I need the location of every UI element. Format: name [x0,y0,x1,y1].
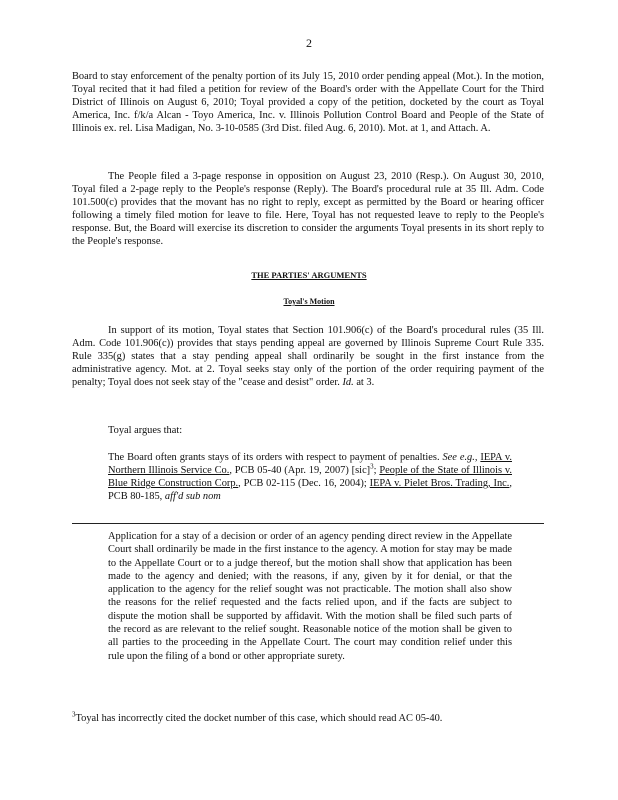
quote-text: The Board often grants stays of its orders with respect to payment of penalties. [108,452,440,463]
case-citation-tail: , PCB 02-115 (Dec. 16, 2004); [238,478,367,489]
footnote-mark: 3 [370,462,374,471]
case-citation-tail: , PCB 05-40 (Apr. 19, 2007) [sic] [229,465,371,476]
paragraph-intro: Board to stay enforcement of the penalty portion of its July 15, 2010 order pending appeal (Mot.). In the motion, Toyal recited that it had filed a petition for review of the Board's order with the Appellate Court for the Third District of Illinois on August 6, 2010; Toyal provided a copy of the petition, docketed by the court as Toyal America, Inc. f/k/a Alcan - Toyo America, Inc. v. Illinois Pollution Control Board and People of the State of Illinois ex. rel. Lisa Madigan, No. 3-10-0585 (3rd Dist. filed Aug. 6, 2010). Mot. at 1, and Attach. A. [72,71,544,135]
rule-335-text: Application for a stay of a decision or order of an agency pending direct review in the Appellate Court shall ordinarily be made in the first instance to the agency. A motion for stay may be made to the Appellate Court or to a judge thereof, but the motion shall show that application has been made to the agency and denied; with the reasons, if any, given by it for denial, or that the application to the agency for the relief sought was not practicable. The motion shall also show the reasons for the relief requested and the facts relied upon, and if the facts are subject to dispute the motion shall be supported by affidavit. With the motion shall be filed such parts of the record as are relevant to the relief sought. Reasonable notice of the motion shall be given to all parties to the proceeding in the Appellate Court. The court may condition relief under this rule upon the filing of a bond or other appropriate surety. [108,531,512,662]
heading-text: Toyal's Motion [283,297,335,306]
footnote [72,710,544,724]
case-citation: IEPA v. Northern Illinois Service Co. [108,452,512,476]
section-heading-toyal-motion [0,297,618,306]
paragraph-support [72,324,544,389]
paragraph-response: The People filed a 3-page response in opposition on August 23, 2010 (Resp.). On August 30, 2010, Toyal filed a 2-page reply to the People's response (Reply). The Board's procedural rule at 35 Ill. Adm. Code 101.500(c) provides that the movant has no right to reply, except as permitted by the Board or hearing officer following a timely filed motion for leave to file. Here, Toyal has not requested leave to reply to the People's response. But, the Board will exercise its discretion to consider the arguments Toyal presents in its short reply to the People's response. [72,171,544,248]
see-eg: See e.g., [442,452,478,463]
footnote-text: Toyal has incorrectly cited the docket number of this case, which should read AC 05-40. [75,713,443,724]
case-citation: People of the State of Illinois v. Blue Ridge Construction Corp. [108,465,512,489]
case-citation-tail: , PCB 80-185, [108,478,512,502]
footnote-divider [72,523,544,524]
id-citation: Id. [342,377,354,389]
block-quote: The Board often grants stays of its orders with respect to payment of penalties. See e.g., IEPA v. Northern Illinois Service Co., PCB 05-40 (Apr. 19, 2007) [sic]$^3$; People of the State of Illinois v. Blue Ridge Construction Corp., PCB 02-115 (Dec. 16, 2004); IEPA v. Pielet Bros. Trading, Inc., PCB 80-185, aff'd sub nom [108,452,512,502]
affd-sub-nom: aff'd sub nom [164,491,221,502]
section-heading-parties-arguments [0,270,618,280]
case-citation: IEPA v. Pielet Bros. Trading, Inc. [369,478,510,489]
paragraph-argues: Toyal argues that: [108,425,183,436]
heading-text: THE PARTIES' ARGUMENTS [251,270,367,280]
paragraph-text: In support of its motion, Toyal states that Section 101.906(c) of the Board's procedural rules (35 Ill. Adm. Code 101.906(c)) provides that stays pending appeal are governed by Illinois Supreme Court Rule 335. Rule 335(g) states that a stay pending appeal shall ordinarily be sought in the first instance from the administrative agency. Mot. at 2. Toyal seeks stay only of the portion of the order requiring payment of the penalty; Toyal does not seek stay of the "cease and desist" order. [72,325,544,389]
citation-tail: at 3. [353,377,375,389]
footnote-mark: 3 [72,710,76,719]
page-number: 2 [306,36,312,50]
